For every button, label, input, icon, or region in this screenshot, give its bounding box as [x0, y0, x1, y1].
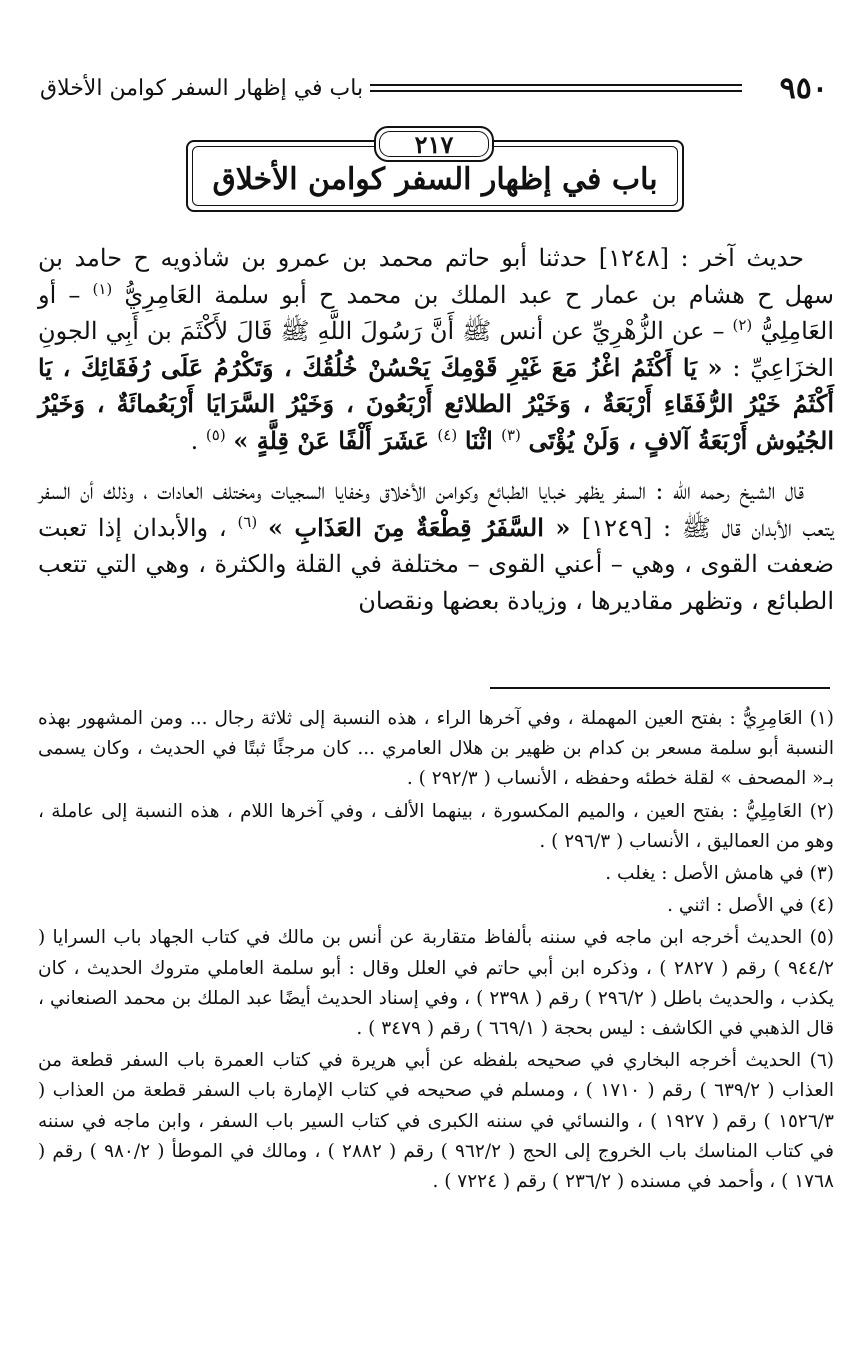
paragraph-1	[38, 240, 834, 459]
footnote-ref-4: (٤)	[437, 425, 458, 444]
footnote-5: (٥) الحديث أخرجه ابن ماجه في سننه بألفاظ متقاربة عن أنس بن مالك في كتاب الجهاد باب السرايا ( ٩٤٤/٢ ) رقم ( ٢٨٢٧ ) ، وذكره ابن أبي حاتم في العلل وقال : أبو سلمة العاملي متروك الحديث ، كان يكذب ، والحديث باطل ( ٢٩٦/٢ ) رقم ( ٢٣٩٨ ) ، وفي إسناد الحديث أيضًا عبد الملك بن محمد الصنعاني ، قال الذهبي في الكاشف : ليس بحجة ( ٦٦٩/١ ) رقم ( ٣٤٧٩ ) .	[38, 927, 834, 1040]
footnote-ref-5: (٥)	[205, 425, 226, 444]
p1-intro: حديث آخر : [١٢٤٨] حدثنا أبو حاتم محمد بن عمرو بن شاذويه ح حامد بن سهل ح هشام بن عمار ح عبد الملك بن محمد ح أبو سلمة العَامِرِيُّ	[38, 244, 835, 309]
p1-mid2: – عن الزُّهْرِيِّ عن أنس ﷺ أَنَّ رَسُولَ اللَّهِ ﷺ قَالَ لأَكْثَمَ بن أَبِي الجونِ الخزَاعِيِّ :	[38, 317, 835, 382]
hadith-text-a: « يَا أَكْثَمُ اغْزُ مَعَ غَيْرِ قَوْمِكَ يَحْسُنْ خُلُقُكَ ، وَتَكْرُمُ عَلَى رُفَقَائِكَ ، يَا أَكْثَمُ خَيْرُ الرُّفَقَاءِ أَرْبَعَةٌ ، وَخَيْرُ الطلائع أَرْبَعُونَ ، وَخَيْرُ السَّرَايَا أَرْبَعُمائَةٌ ، وَخَيْرُ الجُيُوش أَرْبَعَةُ آلافٍ ، وَلَنْ يُؤْتَى	[38, 352, 834, 455]
hadith-safar: « السَّفَرُ قِطْعَةٌ مِنَ العَذَابِ »	[268, 512, 582, 542]
footnote-3: (٣) في هامش الأصل : يغلب .	[605, 863, 834, 885]
footnotes	[38, 704, 834, 1199]
p1-mid1: – أو العَامِلِيُّ	[38, 280, 834, 345]
chapter-number: ٢١٧	[414, 129, 454, 159]
footnote-ref-1: (١)	[92, 279, 113, 298]
chapter-title: باب في إظهار السفر كوامن الأخلاق	[212, 162, 658, 197]
footnote-separator	[490, 687, 830, 689]
paragraph-2	[38, 473, 834, 619]
p2-text-a: قال الشيخ رحمه الله : السفر يظهر خبايا الطبائع وكوامن الأخلاق وخفايا السجيات ومختلف العادات ، وذلك أن السفر يتعب الأبدان قال ﷺ : [١٢٤٩]	[38, 477, 834, 542]
page-number: ٩٥٠	[779, 71, 828, 106]
footnote-4: (٤) في الأصل : اثني .	[667, 895, 834, 917]
main-text	[38, 240, 834, 619]
footnote-2: (٢) العَامِلِيُّ : بفتح العين ، والميم المكسورة ، بينهما الألف ، وفي آخرها اللام ، هذه النسبة إلى عاملة ، وهو من العماليق ، الأنساب ( ٢٩٦/٣ ) .	[38, 800, 834, 852]
footnote-ref-6: (٦)	[237, 512, 258, 531]
hadith-text-b: اثْنَا	[464, 425, 502, 455]
running-title: باب في إظهار السفر كوامن الأخلاق	[40, 76, 364, 101]
p1-end: .	[190, 426, 206, 455]
header-rule-double	[370, 90, 742, 92]
footnote-ref-2: (٢)	[732, 316, 753, 334]
footnote-6: (٦) الحديث أخرجه البخاري في صحيحه بلفظه عن أبي هريرة في كتاب العمرة باب السفر قطعة من العذاب ( ٦٣٩/٢ ) رقم ( ١٧١٠ ) ، ومسلم في صحيحه في كتاب الإمارة باب السفر قطعة من العذاب ( ١٥٢٦/٣ ) رقم ( ١٩٢٧ ) ، والنسائي في سننه الكبرى في كتاب السير باب السفر ، وابن ماجه في سننه في كتاب المناسك باب الخروج إلى الحج ( ٩٦٢/٢ ) رقم ( ٢٨٨٢ ) ، ومالك في الموطأ ( ٩٨٠/٢ ) رقم ( ١٧٦٨ ) ، وأحمد في مسنده ( ٢٣٦/٢ ) رقم ( ٧٢٢٤ ) .	[38, 1050, 834, 1193]
chapter-number-badge	[374, 126, 494, 162]
footnote-1: (١) العَامِرِيُّ : بفتح العين المهملة ، وفي آخرها الراء ، هذه النسبة إلى ثلاثة رجال ... ومن المشهور بهذه النسبة أبو سلمة مسعر بن كدام بن ظهير بن هلال العامري ... كان مرجئًا ثبتًا في الحديث ، وكان يسمى بـ« المصحف » لقلة خطئه وحفظه ، الأنساب ( ٢٩٢/٣ ) .	[38, 708, 834, 790]
header-rule	[370, 84, 742, 86]
page-header	[40, 72, 828, 106]
p2-text-b: ، والأبدان إذا تعبت ضعفت القوى ، وهي – أعني القوى – مختلفة في القلة والكثرة ، وهي التي تتعب الطبائع ، وتظهر مقاديرها ، وزيادة بعضها ونقصان	[38, 513, 834, 615]
footnote-ref-3: (٣)	[501, 425, 521, 444]
hadith-text-c: عَشَرَ أَلْفًا عَنْ قِلَّةٍ »	[233, 425, 438, 455]
